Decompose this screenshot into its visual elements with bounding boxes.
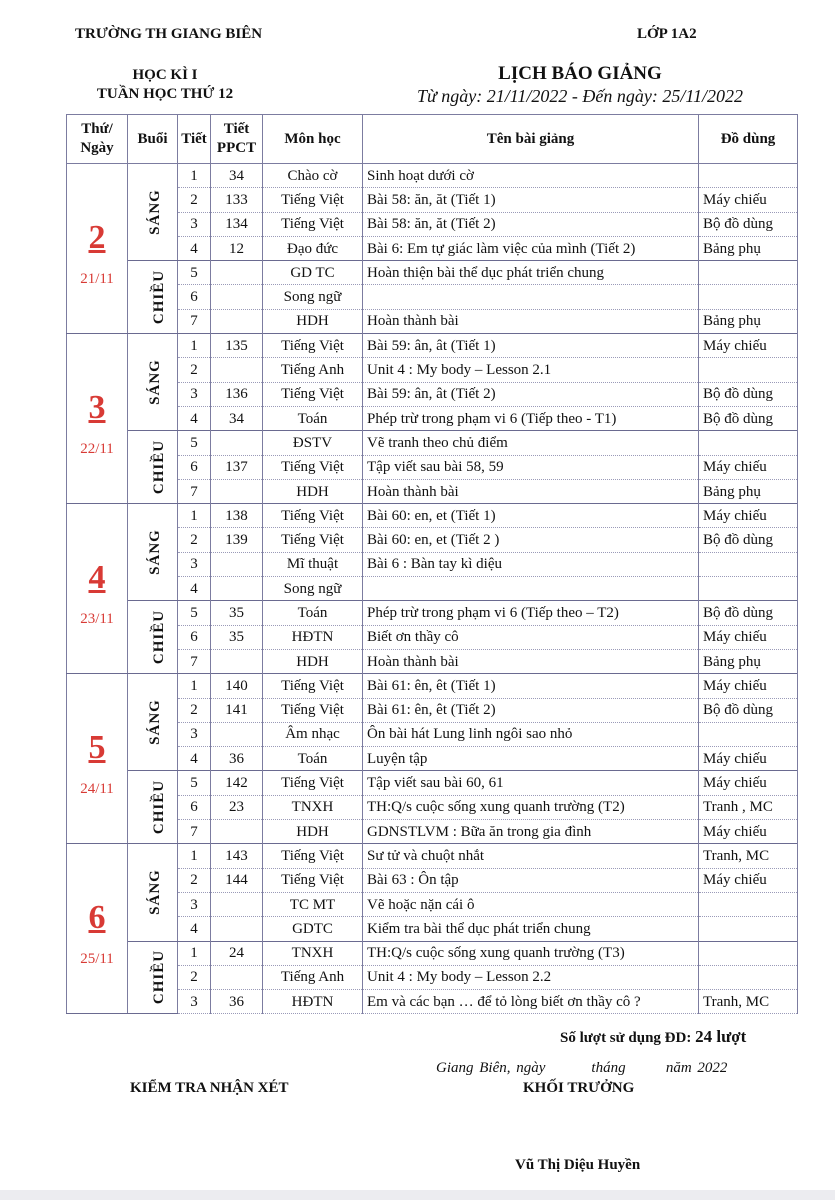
ppct-cell [211, 577, 263, 601]
period-cell: 3 [178, 552, 211, 576]
col-header-ppct: Tiết PPCT [211, 115, 263, 164]
lesson-cell: Tập viết sau bài 60, 61 [363, 771, 699, 795]
day-number: 2 [88, 218, 106, 256]
col-header-period: Tiết [178, 115, 211, 164]
ppct-cell [211, 309, 263, 333]
subject-cell: Tiếng Việt [263, 504, 363, 528]
period-cell: 5 [178, 261, 211, 285]
ppct-cell [211, 358, 263, 382]
period-cell: 3 [178, 212, 211, 236]
day-date: 21/11 [80, 270, 114, 287]
equipment-cell: Máy chiếu [699, 747, 798, 771]
lesson-cell: Phép trừ trong phạm vi 6 (Tiếp theo - T1) [363, 406, 699, 430]
subject-cell: Song ngữ [263, 285, 363, 309]
lesson-cell: Vẽ tranh theo chủ điểm [363, 431, 699, 455]
equipment-cell: Máy chiếu [699, 334, 798, 358]
subject-cell: Tiếng Việt [263, 844, 363, 868]
session-cell [128, 844, 178, 941]
period-cell: 6 [178, 455, 211, 479]
ppct-cell: 143 [211, 844, 263, 868]
equipment-cell: Bảng phụ [699, 236, 798, 260]
lesson-cell: TH:Q/s cuộc sống xung quanh trường (T2) [363, 795, 699, 819]
period-cell: 4 [178, 917, 211, 941]
subject-cell: Song ngữ [263, 577, 363, 601]
equipment-cell: Máy chiếu [699, 820, 798, 844]
col-header-session: Buổi [128, 115, 178, 164]
session-cell [128, 601, 178, 674]
table-row [67, 941, 798, 965]
period-cell: 3 [178, 990, 211, 1014]
subject-cell: Tiếng Anh [263, 965, 363, 989]
equipment-cell: Máy chiếu [699, 625, 798, 649]
subject-cell: Tiếng Việt [263, 188, 363, 212]
period-cell: 3 [178, 722, 211, 746]
lesson-cell: Bài 61: ên, êt (Tiết 2) [363, 698, 699, 722]
equipment-cell: Máy chiếu [699, 188, 798, 212]
equipment-cell [699, 431, 798, 455]
period-cell: 4 [178, 236, 211, 260]
subject-cell: Tiếng Việt [263, 698, 363, 722]
session-label: SÁNG [146, 529, 163, 576]
equipment-cell: Tranh , MC [699, 795, 798, 819]
equipment-cell: Bảng phụ [699, 309, 798, 333]
lesson-cell: Bài 63 : Ôn tập [363, 868, 699, 892]
period-cell: 5 [178, 601, 211, 625]
lesson-cell: Bài 58: ăn, ăt (Tiết 1) [363, 188, 699, 212]
period-cell: 1 [178, 674, 211, 698]
lesson-cell: Hoàn thành bài [363, 649, 699, 673]
ppct-cell: 34 [211, 164, 263, 188]
session-cell [128, 674, 178, 771]
equipment-cell [699, 285, 798, 309]
subject-cell: Tiếng Việt [263, 674, 363, 698]
day-cell [67, 334, 128, 504]
day-number: 5 [88, 728, 106, 766]
table-row [67, 431, 798, 455]
signer-name: Vũ Thị Diệu Huyền [515, 1157, 641, 1173]
lesson-cell: Hoàn thiện bài thể dục phát triển chung [363, 261, 699, 285]
equipment-cell: Máy chiếu [699, 868, 798, 892]
day-date: 22/11 [80, 440, 114, 457]
table-row [67, 164, 798, 188]
subject-cell: HĐTN [263, 625, 363, 649]
equipment-cell [699, 917, 798, 941]
ppct-cell: 24 [211, 941, 263, 965]
col-header-lesson: Tên bài giảng [363, 115, 699, 164]
schedule-body [67, 164, 798, 1014]
subject-cell: TNXH [263, 941, 363, 965]
equipment-cell [699, 892, 798, 916]
ppct-cell: 144 [211, 868, 263, 892]
session-label: SÁNG [146, 869, 163, 916]
subject-cell: Tiếng Việt [263, 212, 363, 236]
period-cell: 6 [178, 625, 211, 649]
period-cell: 3 [178, 382, 211, 406]
lesson-cell: Bài 6 : Bàn tay kì diệu [363, 552, 699, 576]
ppct-cell [211, 965, 263, 989]
lesson-cell: Ôn bài hát Lung linh ngôi sao nhỏ [363, 722, 699, 746]
equipment-cell [699, 577, 798, 601]
subject-cell: HDH [263, 649, 363, 673]
subject-cell: Toán [263, 406, 363, 430]
day-date: 25/11 [80, 950, 114, 967]
subject-cell: Tiếng Việt [263, 455, 363, 479]
col-header-equipment: Đồ dùng [699, 115, 798, 164]
lesson-cell: Bài 60: en, et (Tiết 1) [363, 504, 699, 528]
subject-cell: Tiếng Việt [263, 382, 363, 406]
ppct-cell [211, 261, 263, 285]
period-cell: 2 [178, 698, 211, 722]
subject-cell: TC MT [263, 892, 363, 916]
session-cell [128, 164, 178, 261]
period-cell: 5 [178, 771, 211, 795]
ppct-cell [211, 917, 263, 941]
week-label: TUẦN HỌC THỨ 12 [96, 86, 234, 102]
lesson-cell: Bài 61: ên, êt (Tiết 1) [363, 674, 699, 698]
subject-cell: HDH [263, 309, 363, 333]
period-cell: 2 [178, 358, 211, 382]
lesson-cell: TH:Q/s cuộc sống xung quanh trường (T3) [363, 941, 699, 965]
subject-cell: Tiếng Việt [263, 771, 363, 795]
period-cell: 7 [178, 309, 211, 333]
page-bottom-edge [0, 1190, 835, 1200]
lesson-cell: Bài 60: en, et (Tiết 2 ) [363, 528, 699, 552]
lesson-cell [363, 285, 699, 309]
ppct-cell: 36 [211, 990, 263, 1014]
equipment-cell: Tranh, MC [699, 990, 798, 1014]
equipment-cell: Bảng phụ [699, 649, 798, 673]
period-cell: 4 [178, 406, 211, 430]
page-title: LỊCH BÁO GIẢNG [498, 63, 662, 84]
equipment-cell [699, 358, 798, 382]
subject-cell: Âm nhạc [263, 722, 363, 746]
day-cell [67, 674, 128, 844]
session-label: CHIỀU [151, 780, 168, 835]
period-cell: 1 [178, 164, 211, 188]
lesson-cell: Bài 59: ân, ât (Tiết 2) [363, 382, 699, 406]
equipment-cell [699, 965, 798, 989]
place-date: Giang Biên, ngày tháng năm 2022 [436, 1060, 728, 1076]
school-name: TRƯỜNG TH GIANG BIÊN [75, 26, 263, 42]
lesson-cell: Em và các bạn … để tỏ lòng biết ơn thầy cô ? [363, 990, 699, 1014]
term-label: HỌC KÌ I [132, 67, 198, 83]
session-cell [128, 431, 178, 504]
lesson-cell: Vẽ hoặc nặn cái ô [363, 892, 699, 916]
period-cell: 4 [178, 747, 211, 771]
ppct-cell [211, 722, 263, 746]
equipment-cell: Bộ đồ dùng [699, 528, 798, 552]
period-cell: 1 [178, 504, 211, 528]
table-row [67, 261, 798, 285]
equipment-cell: Máy chiếu [699, 771, 798, 795]
equipment-cell: Bảng phụ [699, 479, 798, 503]
usage-count [560, 1027, 746, 1047]
ppct-cell: 23 [211, 795, 263, 819]
subject-cell: GD TC [263, 261, 363, 285]
subject-cell: Mĩ thuật [263, 552, 363, 576]
ppct-cell [211, 431, 263, 455]
period-cell: 2 [178, 528, 211, 552]
equipment-cell: Bộ đồ dùng [699, 601, 798, 625]
session-cell [128, 771, 178, 844]
col-header-subject: Môn học [263, 115, 363, 164]
ppct-cell: 137 [211, 455, 263, 479]
equipment-cell: Tranh, MC [699, 844, 798, 868]
equipment-cell: Bộ đồ dùng [699, 212, 798, 236]
ppct-cell: 141 [211, 698, 263, 722]
ppct-cell [211, 649, 263, 673]
day-cell [67, 504, 128, 674]
col-header-day: Thứ/ Ngày [67, 115, 128, 164]
ppct-cell: 12 [211, 236, 263, 260]
lesson-cell: Bài 6: Em tự giác làm việc của mình (Tiết 2) [363, 236, 699, 260]
subject-cell: ĐSTV [263, 431, 363, 455]
ppct-cell: 139 [211, 528, 263, 552]
subject-cell: TNXH [263, 795, 363, 819]
equipment-cell: Bộ đồ dùng [699, 382, 798, 406]
subject-cell: Tiếng Anh [263, 358, 363, 382]
ppct-cell: 136 [211, 382, 263, 406]
lesson-cell: Luyện tập [363, 747, 699, 771]
day-number: 4 [88, 558, 106, 596]
session-cell [128, 941, 178, 1014]
lesson-cell: Phép trừ trong phạm vi 6 (Tiếp theo – T2) [363, 601, 699, 625]
period-cell: 1 [178, 334, 211, 358]
equipment-cell: Bộ đồ dùng [699, 698, 798, 722]
day-date: 23/11 [80, 610, 114, 627]
class-name: LỚP 1A2 [637, 26, 697, 42]
lesson-cell: Hoàn thành bài [363, 479, 699, 503]
equipment-cell: Bộ đồ dùng [699, 406, 798, 430]
subject-cell: GDTC [263, 917, 363, 941]
table-header-row [67, 115, 798, 164]
subject-cell: Tiếng Việt [263, 868, 363, 892]
review-label: KIỂM TRA NHẬN XÉT [130, 1080, 289, 1096]
equipment-cell: Máy chiếu [699, 455, 798, 479]
session-label: CHIỀU [151, 440, 168, 495]
session-label: CHIỀU [151, 270, 168, 325]
ppct-cell: 35 [211, 625, 263, 649]
lesson-cell: GDNSTLVM : Bữa ăn trong gia đình [363, 820, 699, 844]
day-number: 6 [88, 898, 106, 936]
equipment-cell [699, 722, 798, 746]
lesson-cell: Unit 4 : My body – Lesson 2.1 [363, 358, 699, 382]
ppct-cell: 35 [211, 601, 263, 625]
ppct-cell [211, 820, 263, 844]
term-info [90, 66, 240, 104]
period-cell: 3 [178, 892, 211, 916]
lesson-cell: Unit 4 : My body – Lesson 2.2 [363, 965, 699, 989]
equipment-cell [699, 941, 798, 965]
head-label: KHỐI TRƯỞNG [523, 1080, 635, 1096]
lesson-cell: Sinh hoạt dưới cờ [363, 164, 699, 188]
equipment-cell: Máy chiếu [699, 674, 798, 698]
ppct-cell [211, 479, 263, 503]
usage-label: Số lượt sử dụng ĐD: [560, 1030, 692, 1046]
session-label: SÁNG [146, 189, 163, 235]
day-number: 3 [88, 388, 106, 426]
period-cell: 1 [178, 941, 211, 965]
ppct-cell [211, 892, 263, 916]
ppct-cell [211, 285, 263, 309]
session-cell [128, 504, 178, 601]
subject-cell: Toán [263, 601, 363, 625]
ppct-cell: 134 [211, 212, 263, 236]
day-cell [67, 164, 128, 334]
session-label: CHIỀU [151, 950, 168, 1005]
ppct-cell: 138 [211, 504, 263, 528]
equipment-cell: Máy chiếu [699, 504, 798, 528]
session-label: SÁNG [146, 699, 163, 746]
period-cell: 7 [178, 820, 211, 844]
ppct-cell: 135 [211, 334, 263, 358]
table-row [67, 771, 798, 795]
lesson-cell: Bài 59: ân, ât (Tiết 1) [363, 334, 699, 358]
table-row [67, 504, 798, 528]
period-cell: 2 [178, 868, 211, 892]
period-cell: 6 [178, 285, 211, 309]
table-row [67, 844, 798, 868]
period-cell: 5 [178, 431, 211, 455]
subject-cell: HDH [263, 820, 363, 844]
ppct-cell: 36 [211, 747, 263, 771]
table-row [67, 601, 798, 625]
subject-cell: HĐTN [263, 990, 363, 1014]
lesson-cell: Hoàn thành bài [363, 309, 699, 333]
equipment-cell [699, 261, 798, 285]
date-range: Từ ngày: 21/11/2022 - Đến ngày: 25/11/2022 [416, 86, 744, 106]
subject-cell: HDH [263, 479, 363, 503]
lesson-cell: Tập viết sau bài 58, 59 [363, 455, 699, 479]
ppct-cell: 140 [211, 674, 263, 698]
subject-cell: Tiếng Việt [263, 334, 363, 358]
lesson-cell: Bài 58: ăn, ăt (Tiết 2) [363, 212, 699, 236]
subject-cell: Đạo đức [263, 236, 363, 260]
period-cell: 4 [178, 577, 211, 601]
session-label: CHIỀU [151, 610, 168, 665]
schedule-table [66, 114, 798, 1014]
day-cell [67, 844, 128, 1014]
ppct-cell [211, 552, 263, 576]
ppct-cell: 142 [211, 771, 263, 795]
day-date: 24/11 [80, 780, 114, 797]
equipment-cell [699, 164, 798, 188]
session-cell [128, 334, 178, 431]
equipment-cell [699, 552, 798, 576]
session-label: SÁNG [146, 359, 163, 406]
usage-value: 24 lượt [695, 1027, 747, 1046]
period-cell: 1 [178, 844, 211, 868]
subject-cell: Toán [263, 747, 363, 771]
period-cell: 7 [178, 479, 211, 503]
subject-cell: Chào cờ [263, 164, 363, 188]
lesson-cell [363, 577, 699, 601]
lesson-cell: Biết ơn thầy cô [363, 625, 699, 649]
lesson-cell: Sư tử và chuột nhắt [363, 844, 699, 868]
ppct-cell: 133 [211, 188, 263, 212]
ppct-cell: 34 [211, 406, 263, 430]
table-row [67, 674, 798, 698]
table-row [67, 334, 798, 358]
session-cell [128, 261, 178, 334]
period-cell: 2 [178, 188, 211, 212]
period-cell: 2 [178, 965, 211, 989]
subject-cell: Tiếng Việt [263, 528, 363, 552]
period-cell: 6 [178, 795, 211, 819]
period-cell: 7 [178, 649, 211, 673]
lesson-cell: Kiểm tra bài thể dục phát triển chung [363, 917, 699, 941]
